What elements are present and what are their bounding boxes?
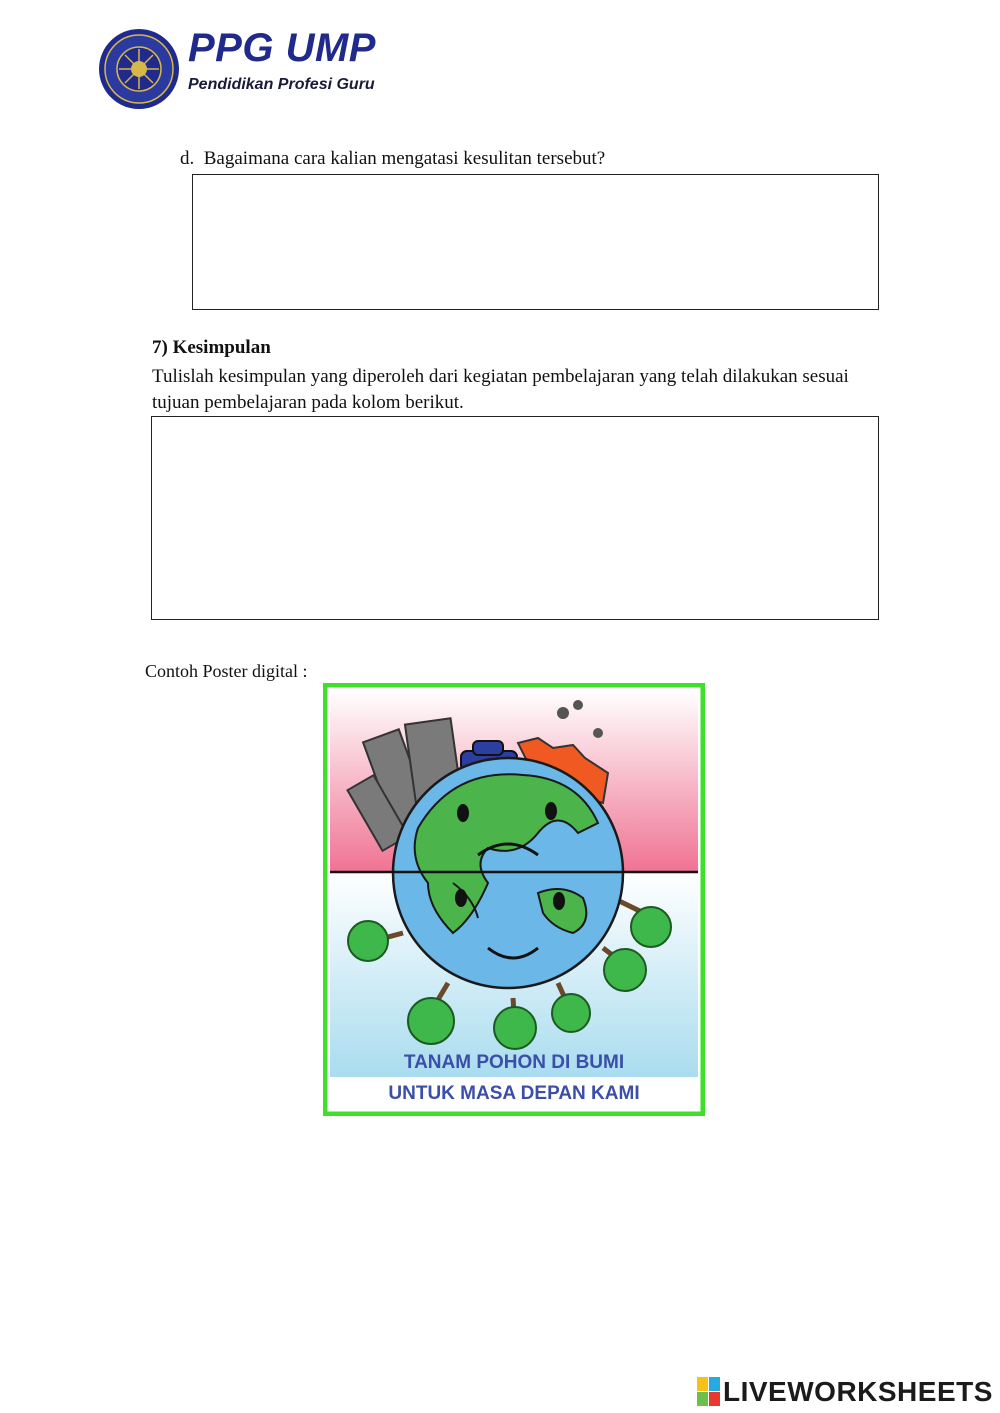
question-d-text: Bagaimana cara kalian mengatasi kesulitan tersebut? bbox=[203, 148, 606, 169]
example-poster-image bbox=[323, 683, 705, 1116]
instruction-line-1: Tulislah kesimpulan yang diperoleh dari kegiatan pembelajaran yang telah dilakukan sesuai bbox=[152, 366, 849, 387]
poster-label: Contoh Poster digital : bbox=[145, 661, 308, 681]
question-d bbox=[180, 146, 605, 172]
brand-subtitle: Pendidikan Profesi Guru bbox=[188, 76, 375, 93]
instruction-line-2: tujuan pembelajaran pada kolom berikut. bbox=[152, 392, 464, 413]
answer-box-conclusion[interactable] bbox=[151, 416, 879, 620]
liveworksheets-watermark bbox=[697, 1376, 993, 1408]
liveworksheets-logo-icon bbox=[697, 1377, 721, 1407]
answer-box-d[interactable] bbox=[192, 174, 879, 310]
poster-line-1: TANAM POHON DI BUMI bbox=[403, 1052, 625, 1073]
question-d-label: d. bbox=[180, 148, 195, 169]
brand-title: PPG UMP bbox=[188, 26, 376, 70]
university-seal-logo bbox=[98, 28, 180, 110]
poster-line-2: UNTUK MASA DEPAN KAMI bbox=[388, 1083, 640, 1104]
section-7-instruction bbox=[152, 364, 882, 416]
watermark-text: LIVEWORKSHEETS bbox=[723, 1376, 993, 1407]
section-7-title: 7) Kesimpulan bbox=[152, 337, 271, 358]
